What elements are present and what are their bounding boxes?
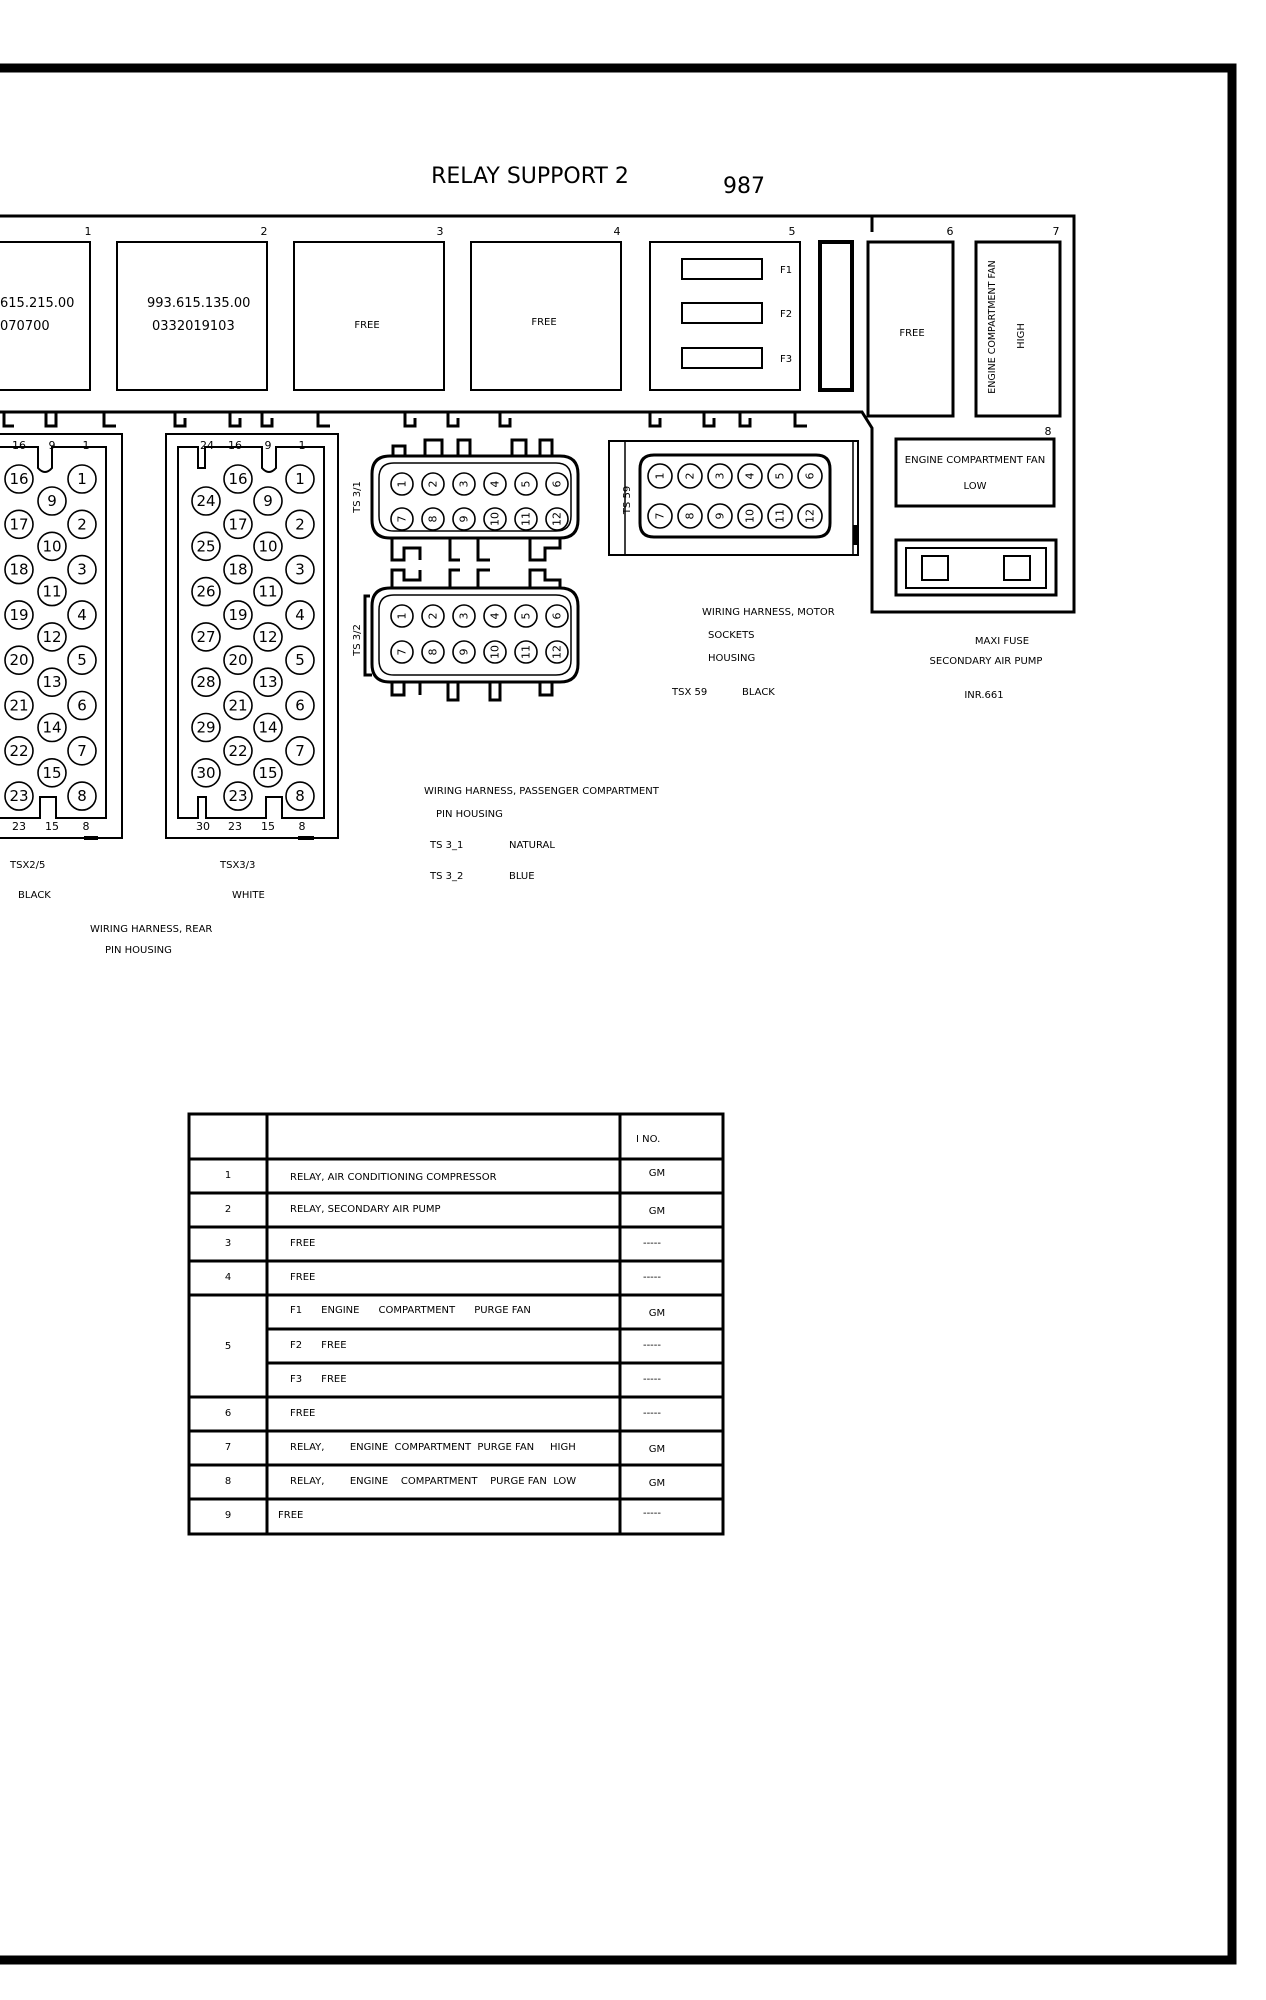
maxi-fuse-contact-left <box>922 556 948 580</box>
latch <box>262 412 272 426</box>
pin-label: 2 <box>426 612 440 620</box>
pin-label: 29 <box>196 718 216 737</box>
tsx59-id: TSX 59 <box>672 687 708 698</box>
relay-slot-1 <box>0 242 90 390</box>
slot3-label: FREE <box>354 320 380 331</box>
pin-label: 10 <box>743 509 757 523</box>
pin-label: 9 <box>263 492 273 510</box>
pin-label: 5 <box>519 612 533 620</box>
svg-text:16: 16 <box>228 439 242 452</box>
table-row <box>290 1340 661 1351</box>
pin-label: 7 <box>653 512 667 520</box>
table-cell-num: 1 <box>224 1170 232 1181</box>
svg-text:9: 9 <box>48 439 56 452</box>
fuse-f3 <box>682 348 762 368</box>
tsx25-top-labels <box>12 439 90 452</box>
table-cell-ino: ----- <box>642 1508 662 1519</box>
slot-number: 1 <box>84 225 92 238</box>
svg-text:15: 15 <box>45 820 59 833</box>
table-cell-ino: ----- <box>642 1374 662 1385</box>
table-cell-desc: F1 ENGINE COMPARTMENT PURGE FAN <box>290 1305 531 1316</box>
table-cell-desc: FREE <box>278 1510 304 1521</box>
latch <box>650 412 660 426</box>
pin-label: 11 <box>258 582 278 601</box>
table-cell-num: 9 <box>224 1510 232 1521</box>
ts3-1-color: NATURAL <box>509 840 555 851</box>
pin-label: 10 <box>258 537 278 556</box>
table-cell-ino: GM <box>648 1308 666 1319</box>
table-cell-ino: ----- <box>642 1238 662 1249</box>
pin-label: 13 <box>258 673 278 692</box>
maxi-fuse-inr-caption: INR.661 <box>964 690 1004 701</box>
table-cell-desc: FREE <box>290 1238 316 1249</box>
pin-label: 7 <box>77 741 87 760</box>
pin-label: 13 <box>42 673 62 692</box>
pin-label: 5 <box>295 651 305 670</box>
pin-label: 6 <box>295 696 305 715</box>
pin-label: 2 <box>77 515 87 534</box>
table-cell-ino: ----- <box>642 1340 662 1351</box>
relay-slot-8 <box>896 439 1054 506</box>
slot8-label: ENGINE COMPARTMENT FAN <box>904 455 1046 466</box>
relay-slot-5-divider <box>820 242 852 390</box>
pin-label: 2 <box>683 472 697 480</box>
page-number: 987 <box>723 174 765 199</box>
table-row <box>225 1168 665 1183</box>
relay-slot-3 <box>294 242 444 390</box>
latch <box>500 412 510 426</box>
pin-label: 23 <box>9 787 29 806</box>
pin-label: 9 <box>47 492 57 510</box>
pin-label: 22 <box>9 741 29 760</box>
table-cell-desc: RELAY, ENGINE COMPARTMENT PURGE FAN LOW <box>290 1476 577 1487</box>
pin-label: 8 <box>295 787 305 806</box>
pin-label: 14 <box>258 718 278 737</box>
table-cell-desc: F2 FREE <box>290 1340 347 1351</box>
pin-label: 5 <box>773 472 787 480</box>
pin-label: 12 <box>550 645 564 659</box>
pin-label: 22 <box>228 741 248 760</box>
pin-label: 20 <box>9 651 29 670</box>
tsx59-color: BLACK <box>742 687 775 698</box>
table-row <box>225 1238 662 1249</box>
pin-label: 7 <box>295 741 305 760</box>
pin-label: 6 <box>550 612 564 620</box>
rear-pin-housing-caption: PIN HOUSING <box>105 945 172 956</box>
table-row <box>290 1374 661 1385</box>
slot7-label: ENGINE COMPARTMENT FAN <box>987 260 998 394</box>
latch <box>740 412 750 426</box>
motor-harness-caption: WIRING HARNESS, MOTOR <box>702 607 835 618</box>
pin-label: 15 <box>258 763 278 782</box>
table-cell-num: 7 <box>224 1442 232 1453</box>
connector-ts59 <box>609 441 858 555</box>
pin-label: 7 <box>395 648 409 656</box>
pin-label: 24 <box>196 492 216 510</box>
pin-label: 19 <box>228 605 248 624</box>
slot8-level: LOW <box>963 481 987 492</box>
passenger-harness-caption: WIRING HARNESS, PASSENGER COMPARTMENT <box>424 786 659 797</box>
latch <box>104 412 116 426</box>
table-cell-num: 6 <box>224 1408 232 1419</box>
motor-housing-caption: HOUSING <box>708 653 756 664</box>
pin-label: 2 <box>295 515 305 534</box>
assignment-table <box>189 1114 723 1534</box>
latch <box>795 412 807 426</box>
ts31-pins <box>391 473 568 530</box>
slot2-code: 0332019103 <box>152 319 235 334</box>
pin-label: 16 <box>228 470 248 488</box>
pin-label: 9 <box>713 512 727 520</box>
table-cell-ino: ----- <box>642 1408 662 1419</box>
table-cell-ino: ----- <box>642 1272 662 1283</box>
pin-label: 3 <box>295 560 305 579</box>
tsx25-id: TSX2/5 <box>10 860 46 871</box>
maxi-fuse-caption: MAXI FUSE <box>974 636 1030 647</box>
table-cell-num: 4 <box>224 1272 232 1283</box>
pin-label: 17 <box>9 515 29 534</box>
pin-label: 6 <box>550 480 564 488</box>
motor-sockets-caption: SOCKETS <box>708 630 755 641</box>
ts3-1-id: TS 3_1 <box>430 840 464 851</box>
pin-label: 25 <box>196 537 216 556</box>
pin-label: 16 <box>9 470 29 488</box>
table-row <box>225 1204 665 1217</box>
latch <box>175 412 185 426</box>
pin-label: 8 <box>426 515 440 523</box>
slot1-part-number: 615.215.00 <box>0 296 75 311</box>
pin-label: 8 <box>77 787 87 806</box>
relay-slot-4 <box>471 242 621 390</box>
latch <box>318 412 330 426</box>
pin-label: 9 <box>457 515 471 523</box>
pin-label: 21 <box>9 696 29 715</box>
table-cell-ino: GM <box>648 1444 666 1455</box>
connector-tsx3-3 <box>166 434 338 901</box>
slot1-code: 070700 <box>0 319 50 334</box>
pin-label: 1 <box>395 480 409 488</box>
svg-text:1: 1 <box>82 439 90 452</box>
pin-label: 7 <box>395 515 409 523</box>
latch <box>4 412 14 426</box>
table-header-ino: I NO. <box>636 1134 661 1145</box>
fuse-f1 <box>682 259 762 279</box>
ts3-2-color: BLUE <box>509 871 535 882</box>
slot-number: 3 <box>436 225 444 238</box>
connector-tsx2-5 <box>0 434 122 901</box>
ts32-label: TS 3/2 <box>352 624 363 656</box>
pin-label: 15 <box>42 763 62 782</box>
table-cell-desc: RELAY, AIR CONDITIONING COMPRESSOR <box>290 1172 497 1183</box>
pin-label: 10 <box>488 645 502 659</box>
tsx25-bottom-labels <box>12 820 90 833</box>
pin-label: 19 <box>9 605 29 624</box>
slot4-label: FREE <box>531 317 557 328</box>
pin-label: 4 <box>488 480 502 488</box>
pin-label: 3 <box>713 472 727 480</box>
pin-label: 1 <box>395 612 409 620</box>
fuse-f2-label: F2 <box>780 309 793 320</box>
svg-text:16: 16 <box>12 439 26 452</box>
pin-label: 8 <box>426 648 440 656</box>
fuse-f1-label: F1 <box>780 265 793 276</box>
latch <box>704 412 714 426</box>
table-cell-desc: RELAY, ENGINE COMPARTMENT PURGE FAN HIGH <box>290 1442 576 1453</box>
pin-label: 8 <box>683 512 697 520</box>
table-cell-num: 8 <box>224 1476 232 1487</box>
pin-label: 9 <box>457 648 471 656</box>
motor-harness-captions <box>671 607 835 698</box>
fuse-f2 <box>682 303 762 323</box>
table-row <box>225 1508 662 1521</box>
pin-label: 3 <box>457 480 471 488</box>
pin-label: 11 <box>519 645 533 659</box>
pin-label: 12 <box>550 512 564 526</box>
pin-label: 12 <box>42 627 62 646</box>
slot-number: 5 <box>788 225 796 238</box>
pin-label: 6 <box>77 696 87 715</box>
table-row <box>225 1476 665 1489</box>
svg-text:24: 24 <box>200 439 214 452</box>
tsx25-color: BLACK <box>18 890 51 901</box>
pin-label: 1 <box>653 472 667 480</box>
pin-label: 11 <box>519 512 533 526</box>
tsx33-id: TSX3/3 <box>220 860 256 871</box>
pin-label: 4 <box>488 612 502 620</box>
table-row <box>225 1272 662 1283</box>
latch <box>230 412 240 426</box>
pin-label: 10 <box>488 512 502 526</box>
pin-label: 14 <box>42 718 62 737</box>
svg-text:30: 30 <box>196 820 210 833</box>
pin-label: 20 <box>228 651 248 670</box>
svg-text:23: 23 <box>12 820 26 833</box>
maxi-fuse-captions <box>930 636 1043 701</box>
pin-label: 30 <box>196 763 216 782</box>
ts59-label: TS 59 <box>622 485 633 515</box>
ts32-pins <box>391 605 568 663</box>
table-cell-ino: GM <box>648 1206 666 1217</box>
pin-label: 18 <box>228 560 248 579</box>
connector-ts3-2 <box>365 570 578 700</box>
tsx25-pins <box>5 465 96 810</box>
latch <box>405 412 415 426</box>
svg-text:1: 1 <box>298 439 306 452</box>
slot2-part-number: 993.615.135.00 <box>147 296 251 311</box>
slot7-level: HIGH <box>1016 323 1027 349</box>
diagram-title: RELAY SUPPORT 2 <box>431 164 629 189</box>
pin-label: 17 <box>228 515 248 534</box>
tsx33-bottom-labels <box>196 820 306 833</box>
pin-label: 12 <box>803 509 817 523</box>
pin-label: 27 <box>196 627 216 646</box>
connector-ts3-1 <box>372 440 578 560</box>
fuse-f3-label: F3 <box>780 354 793 365</box>
pin-label: 1 <box>295 470 305 488</box>
pin-label: 10 <box>42 537 62 556</box>
pin-label: 21 <box>228 696 248 715</box>
rear-harness-caption: WIRING HARNESS, REAR <box>90 924 213 935</box>
slot-number: 4 <box>613 225 621 238</box>
pin-label: 2 <box>426 480 440 488</box>
svg-text:8: 8 <box>298 820 306 833</box>
table-row <box>225 1408 662 1419</box>
ts3-2-id: TS 3_2 <box>430 871 464 882</box>
passenger-harness-captions <box>424 786 660 882</box>
table-cell-desc: FREE <box>290 1272 316 1283</box>
maxi-fuse-air-pump-caption: SECONDARY AIR PUMP <box>929 656 1043 667</box>
pin-label: 11 <box>773 509 787 523</box>
table-cell-desc: RELAY, SECONDARY AIR PUMP <box>290 1204 441 1215</box>
table-cell-ino: GM <box>648 1478 666 1489</box>
relay-slot-2 <box>117 242 267 390</box>
pin-label: 28 <box>196 673 216 692</box>
pin-label: 3 <box>457 612 471 620</box>
table-cell-num: 3 <box>224 1238 232 1249</box>
passenger-pin-housing-caption: PIN HOUSING <box>436 809 503 820</box>
table-row <box>225 1442 665 1455</box>
pin-label: 3 <box>77 560 87 579</box>
ts31-label: TS 3/1 <box>352 481 363 513</box>
table-cell-ino: GM <box>648 1168 666 1179</box>
svg-text:23: 23 <box>228 820 242 833</box>
tsx33-top-labels <box>200 439 306 452</box>
pin-label: 12 <box>258 627 278 646</box>
tsx33-color: WHITE <box>232 890 265 901</box>
tsx33-pins <box>192 465 314 810</box>
slot-number: 6 <box>946 225 954 238</box>
slot-number: 2 <box>260 225 268 238</box>
pin-label: 4 <box>295 605 305 624</box>
table-cell-num: 2 <box>224 1204 232 1215</box>
pin-label: 6 <box>803 472 817 480</box>
pin-label: 5 <box>77 651 87 670</box>
connector-latches <box>4 412 807 426</box>
pin-label: 23 <box>228 787 248 806</box>
slot6-label: FREE <box>899 328 925 339</box>
table-cell-desc: FREE <box>290 1408 316 1419</box>
svg-text:9: 9 <box>264 439 272 452</box>
latch <box>448 412 458 426</box>
slot-number: 7 <box>1052 225 1060 238</box>
pin-label: 4 <box>77 605 87 624</box>
table-cell-desc: F3 FREE <box>290 1374 347 1385</box>
maxi-fuse-contact-right <box>1004 556 1030 580</box>
slot-number: 8 <box>1044 425 1052 438</box>
pin-label: 18 <box>9 560 29 579</box>
pin-label: 1 <box>77 470 87 488</box>
svg-text:15: 15 <box>261 820 275 833</box>
pin-label: 4 <box>743 472 757 480</box>
ts59-pins <box>648 464 822 528</box>
table-cell-num: 5 <box>224 1341 232 1352</box>
svg-text:8: 8 <box>82 820 90 833</box>
pin-label: 11 <box>42 582 62 601</box>
pin-label: 5 <box>519 480 533 488</box>
pin-label: 26 <box>196 582 216 601</box>
